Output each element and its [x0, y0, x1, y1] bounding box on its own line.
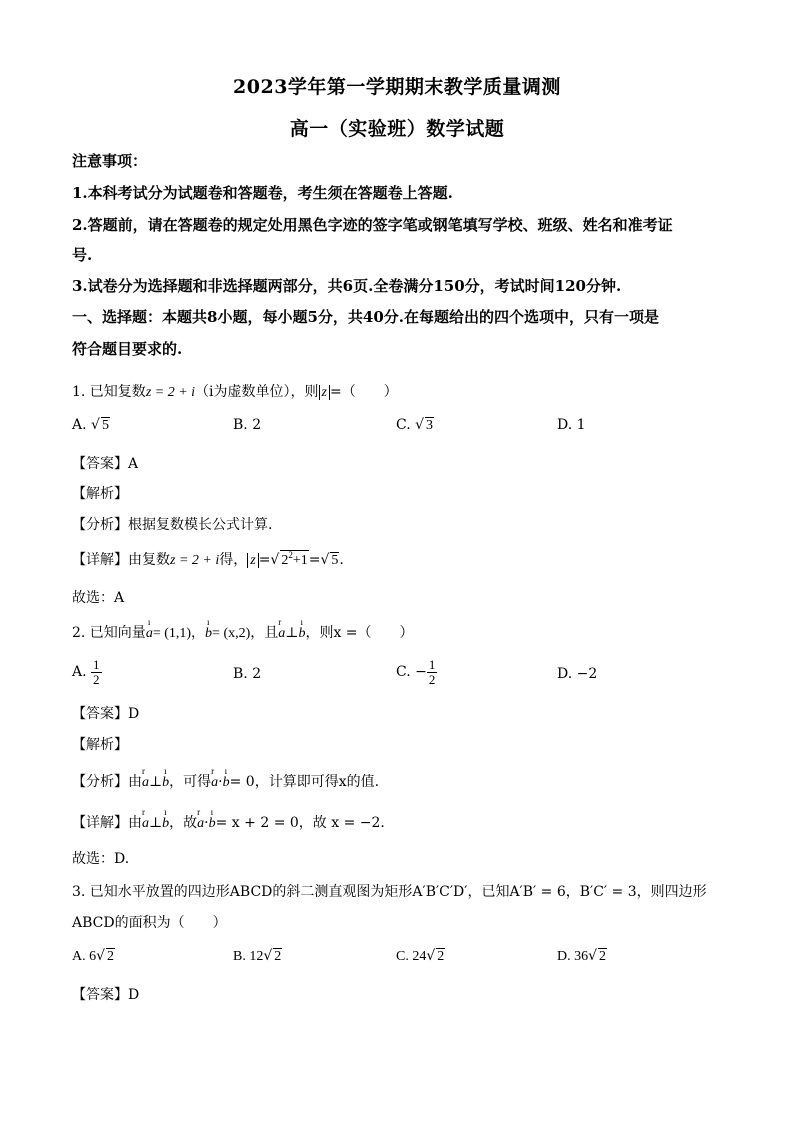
q3-option-b-label: B. 12	[233, 949, 264, 964]
q1-detail-base: 2	[281, 553, 289, 568]
q2-fenxi-dot: ·	[218, 774, 223, 790]
q2-option-c-label: C. −	[396, 664, 427, 681]
q1-option-d: D. 1	[557, 417, 586, 433]
q2-detail-perp: ⊥	[149, 815, 163, 831]
q2-fenxi-vector-b: ı b	[162, 775, 169, 791]
q1-choose-value: A	[114, 590, 125, 606]
q2-option-a-fraction	[91, 658, 102, 686]
perp-symbol: ⊥	[285, 625, 299, 641]
q1-detail-text: 由复数	[128, 552, 170, 568]
q3-option-c-radicand: 2	[437, 949, 445, 964]
q2-fenxi-perp: ⊥	[149, 774, 163, 790]
q3-option-c-label: C. 24	[396, 949, 427, 964]
exam-title: 2023学年第一学期期末教学质量调测	[233, 76, 561, 98]
q2-option-c-denominator: 2	[428, 671, 436, 687]
q1-detail-text-2: 得，	[219, 552, 248, 568]
q2-option-a-numerator: 1	[93, 657, 100, 672]
question-3: 3. 已知水平放置的四边形ABCD的斜二测直观图为矩形A′B′C′D′，已知A′B′ = 6，B′C′ = 3，则四边形	[72, 884, 707, 900]
q3-option-b: B. 12√ 2	[233, 948, 282, 964]
q2-answer-value: D	[128, 706, 140, 722]
question-2	[72, 622, 414, 642]
notice-heading: 注意事项：	[72, 152, 148, 170]
q1-detail-equals: =	[258, 552, 271, 568]
fenxi-label: 【分析】	[72, 517, 128, 533]
q1-stem-mid: （i为虚数单位），则	[195, 384, 319, 400]
q1-fenxi-text: 根据复数模长公式计算.	[128, 517, 273, 533]
q2-option-b: B. 2	[233, 666, 262, 682]
answer-label: 【答案】	[72, 456, 128, 472]
answer-label: 【答案】	[72, 706, 128, 722]
notice-item-3: 3.试卷分为选择题和非选择题两部分，共6页.全卷满分150分，考试时间120分钟.	[72, 277, 622, 295]
question-1	[72, 381, 398, 401]
q2-option-a-label: A.	[72, 664, 87, 681]
q1-detail-exponent: 2	[288, 550, 293, 560]
q3-option-d-label: D. 36	[557, 949, 589, 964]
q2-detail-vector-a: r a	[142, 816, 149, 832]
q3-answer	[72, 984, 139, 1004]
q3-option-a-label: A. 6	[72, 949, 97, 964]
q1-option-b: B. 2	[233, 417, 262, 433]
notice-item-2-cont: 号.	[72, 246, 93, 264]
q1-modulus: z	[319, 385, 330, 400]
section-heading: 一、选择题：本题共8小题，每小题5分，共40分.在每题给出的四个选项中，只有一项是	[72, 308, 659, 326]
q2-analysis-label: 【解析】	[72, 737, 128, 753]
q1-expression: z = 2 + i	[145, 385, 196, 400]
q1-stem-end: =（ ）	[329, 384, 398, 400]
q1-option-a-label: A.	[72, 417, 87, 433]
q1-detail: 【详解】由复数z = 2 + i得， z =√ $2^2+1=√$ 5.	[72, 550, 344, 568]
q1-option-a: A. √ 5	[72, 417, 109, 433]
q3-option-a: A. 6√ 2	[72, 948, 115, 964]
q1-answer-value: A	[128, 456, 139, 472]
q2-option-c-fraction	[427, 658, 438, 686]
q2-fenxi-vector-b-2: ı b	[223, 775, 230, 791]
q2-answer	[72, 703, 139, 723]
q2-option-a	[72, 658, 102, 686]
q2-fenxi-text: 由	[128, 774, 142, 790]
question-3-cont: ABCD的面积为（ ）	[72, 915, 227, 931]
q3-option-c: C. 24√ 2	[396, 948, 445, 964]
q1-detail-result: 5	[331, 553, 339, 568]
detail-label: 【详解】	[72, 552, 128, 568]
notice-item-1: 1.本科考试分为试题卷和答题卷，考生须在答题卷上答题.	[72, 184, 453, 202]
fenxi-label: 【分析】	[72, 774, 128, 790]
q2-fenxi	[72, 771, 379, 791]
q1-detail-tail: +1	[292, 553, 308, 568]
detail-label: 【详解】	[72, 815, 128, 831]
q2-detail-text: 由	[128, 815, 142, 831]
q1-detail-equals-2: =	[308, 552, 321, 568]
q1-stem-start: 1. 已知复数	[72, 384, 146, 400]
vector-b: ı b	[205, 626, 212, 642]
exam-subtitle: 高一（实验班）数学试题	[289, 118, 505, 140]
q1-option-a-radicand: 5	[101, 418, 109, 433]
q2-fenxi-vector-a: r a	[142, 775, 149, 791]
q2-detail-vector-b: ı b	[162, 816, 169, 832]
q2-option-a-denominator: 2	[93, 671, 100, 687]
vector-a: ı a	[146, 626, 153, 642]
q1-fenxi	[72, 514, 272, 534]
q1-choose	[72, 587, 124, 607]
q3-option-b-radicand: 2	[274, 949, 282, 964]
q2-option-c-numerator: 1	[428, 657, 436, 672]
q1-option-c: C. √ 3	[396, 417, 434, 433]
q2-option-c	[396, 658, 437, 686]
q1-detail-expression: z = 2 + i	[170, 553, 220, 568]
notice-item-2: 2.答题前，请在答题卷的规定处用黑色字迹的签字笔或钢笔填写学校、班级、姓名和准考证	[72, 216, 673, 234]
vector-b-perp: ı b	[298, 626, 305, 642]
q2-fenxi-end: = 0，计算即可得x的值.	[229, 774, 380, 790]
q1-option-c-label: C.	[396, 417, 411, 433]
q2-detail-end: = x + 2 = 0，故 x = −2.	[215, 815, 385, 831]
q2-stem-start: 2. 已知向量	[72, 625, 146, 641]
answer-label: 【答案】	[72, 987, 128, 1003]
q3-option-d: D. 36√ 2	[557, 948, 607, 964]
q2-vector-a-value: = (1,1)，	[152, 626, 206, 641]
q2-option-d: D. −2	[557, 666, 598, 682]
q2-fenxi-vector-a-2: r a	[211, 775, 218, 791]
q1-detail-radical	[280, 550, 308, 568]
q2-detail-vector-b-2: ı b	[209, 816, 216, 832]
q2-detail-dot: ·	[204, 815, 209, 831]
q1-answer	[72, 453, 138, 473]
q2-detail	[72, 812, 385, 832]
q2-detail-vector-a-2: r a	[197, 816, 204, 832]
q2-fenxi-text-2: ，可得	[169, 774, 212, 790]
choose-label: 故选：	[72, 590, 114, 606]
q2-choose	[72, 848, 129, 868]
q1-detail-modulus: z	[247, 553, 258, 568]
q2-detail-text-2: ，故	[169, 815, 198, 831]
q3-option-d-radicand: 2	[599, 949, 607, 964]
q1-detail-end: .	[339, 552, 344, 568]
vector-a-perp: r a	[278, 626, 285, 642]
q1-option-c-radicand: 3	[426, 418, 434, 433]
choose-label: 故选：	[72, 851, 114, 867]
section-heading-cont: 符合题目要求的.	[72, 340, 183, 358]
q2-choose-value: D.	[114, 851, 130, 867]
q2-vector-b-value: = (x,2)，且	[212, 626, 279, 641]
q3-option-a-radicand: 2	[107, 949, 115, 964]
q2-stem-end: ，则x =（ ）	[305, 625, 414, 641]
q1-analysis-label: 【解析】	[72, 486, 128, 502]
q3-answer-value: D	[128, 987, 140, 1003]
